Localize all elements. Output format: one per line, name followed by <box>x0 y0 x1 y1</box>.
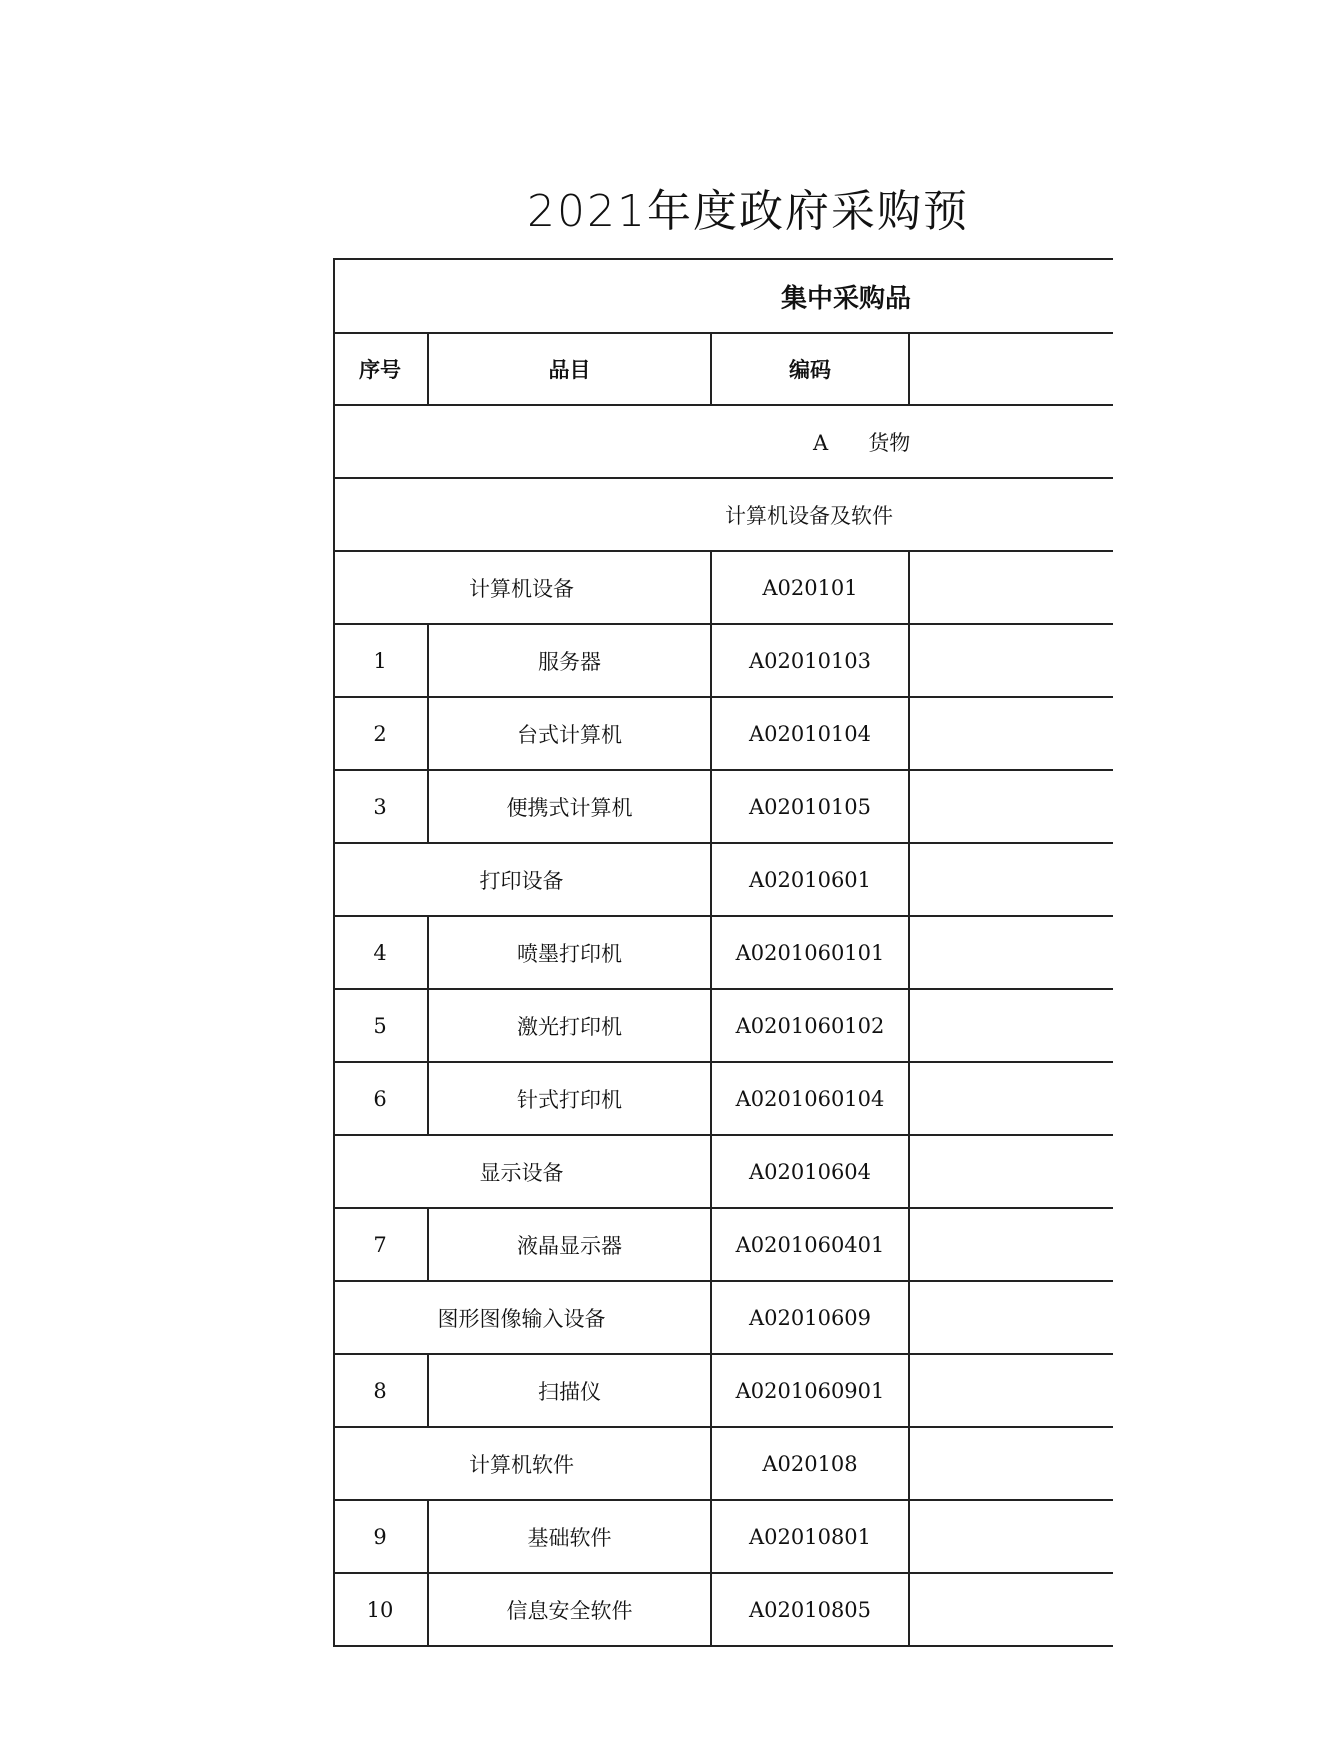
group-code: A020108 <box>710 1428 910 1499</box>
column-header-code: 编码 <box>710 334 910 404</box>
table-viewport <box>333 258 914 1658</box>
item-number: 8 <box>373 1378 387 1403</box>
table-row <box>333 990 1113 1063</box>
item-number: 10 <box>366 1597 394 1622</box>
category-a-label: A 货物 <box>813 430 911 455</box>
item-name: 针式打印机 <box>427 1063 710 1134</box>
group-name: 图形图像输入设备 <box>437 1306 606 1331</box>
item-code: A0201060901 <box>710 1355 910 1426</box>
item-code: A02010801 <box>710 1501 910 1572</box>
column-header-item: 品目 <box>427 334 710 404</box>
item-name: 便携式计算机 <box>427 771 710 842</box>
item-name: 台式计算机 <box>427 698 710 769</box>
item-code: A0201060101 <box>710 917 910 988</box>
item-number: 4 <box>373 940 387 965</box>
table-row <box>333 625 1113 698</box>
item-code: A02010805 <box>710 1574 910 1645</box>
group-row <box>333 552 1113 625</box>
group-code: A02010601 <box>710 844 910 915</box>
table-row <box>333 1574 1113 1647</box>
item-code: A0201060102 <box>710 990 910 1061</box>
item-name: 基础软件 <box>427 1501 710 1572</box>
section-header-row <box>333 260 1113 334</box>
group-name: 打印设备 <box>479 868 564 893</box>
item-number: 9 <box>373 1524 387 1549</box>
group-name: 显示设备 <box>479 1160 564 1185</box>
item-number: 3 <box>373 794 387 819</box>
item-number: 2 <box>373 721 387 746</box>
item-code: A0201060104 <box>710 1063 910 1134</box>
item-number: 7 <box>373 1232 387 1257</box>
item-name: 信息安全软件 <box>427 1574 710 1645</box>
table-row <box>333 698 1113 771</box>
item-code: A0201060401 <box>710 1209 910 1280</box>
table-row <box>333 1063 1113 1136</box>
group-code: A02010604 <box>710 1136 910 1207</box>
table-row <box>333 1209 1113 1282</box>
item-name: 扫描仪 <box>427 1355 710 1426</box>
table-row <box>333 771 1113 844</box>
table-row <box>333 917 1113 990</box>
subcategory-row <box>333 479 1113 552</box>
group-name: 计算机软件 <box>469 1452 574 1477</box>
item-name: 喷墨打印机 <box>427 917 710 988</box>
group-name: 计算机设备 <box>469 576 574 601</box>
column-header-no: 序号 <box>359 358 401 382</box>
group-row <box>333 1136 1113 1209</box>
item-number: 1 <box>373 648 387 673</box>
group-code: A020101 <box>710 552 910 623</box>
table-row <box>333 1355 1113 1428</box>
item-code: A02010104 <box>710 698 910 769</box>
item-code: A02010105 <box>710 771 910 842</box>
item-name: 液晶显示器 <box>427 1209 710 1280</box>
item-number: 6 <box>373 1086 387 1111</box>
section-header: 集中采购品 <box>781 283 912 314</box>
category-row <box>333 406 1113 479</box>
group-code: A02010609 <box>710 1282 910 1353</box>
item-name: 服务器 <box>427 625 710 696</box>
group-row <box>333 1428 1113 1501</box>
item-name: 激光打印机 <box>427 990 710 1061</box>
item-code: A02010103 <box>710 625 910 696</box>
item-number: 5 <box>373 1013 387 1038</box>
group-row <box>333 844 1113 917</box>
column-header-row <box>333 334 1113 406</box>
page-title: 2021年度政府采购预 <box>527 186 969 237</box>
group-row <box>333 1282 1113 1355</box>
subcategory-label: 计算机设备及软件 <box>725 503 893 528</box>
table-row <box>333 1501 1113 1574</box>
